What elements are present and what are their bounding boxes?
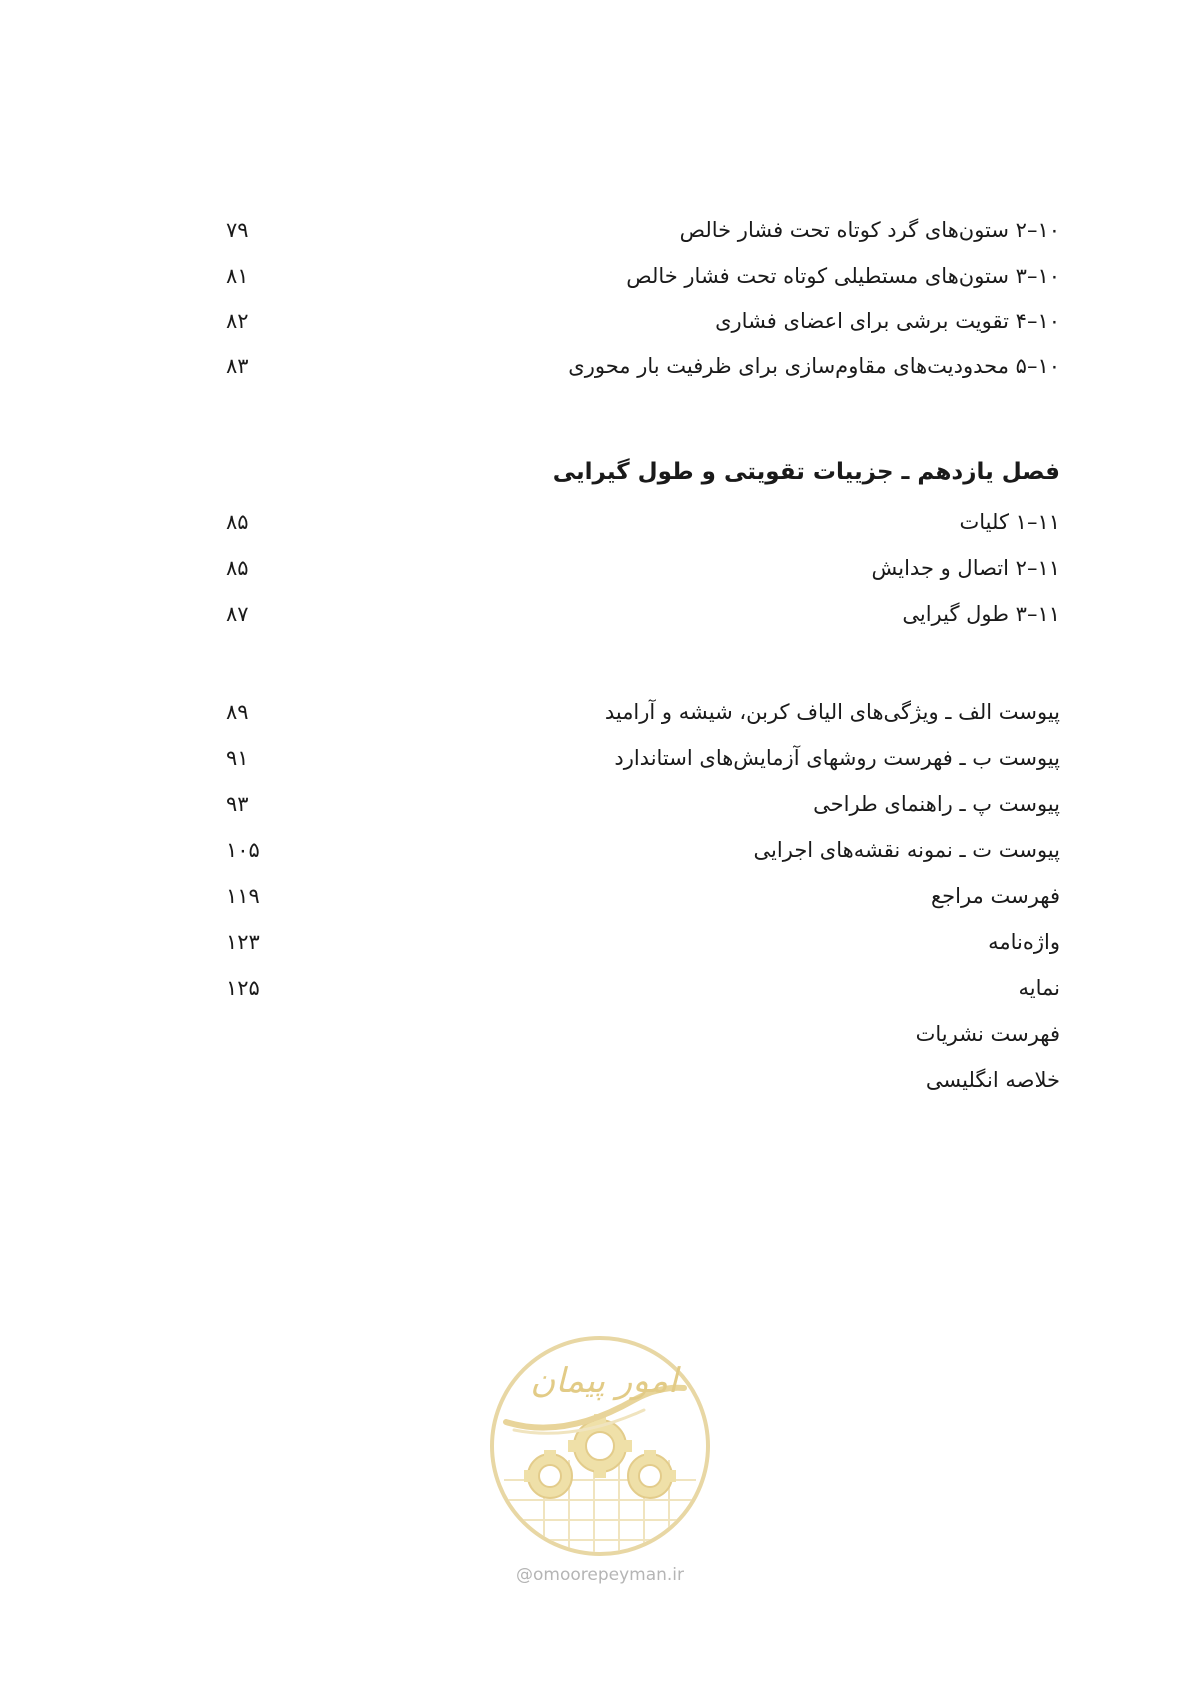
toc-entry-title: ۱۰–۲ ستون‌های گرد کوتاه تحت فشار خالص [679,218,1060,242]
toc-entry-page: ۸۵ [226,510,249,534]
toc-entry-page: ۸۳ [226,354,249,378]
toc-entry-title: فهرست مراجع [930,884,1060,908]
toc-entry-page: ۱۲۳ [226,930,260,954]
toc-entry[interactable] [200,830,1060,870]
toc-entry[interactable] [200,968,1060,1008]
toc-entry[interactable] [200,738,1060,778]
toc-entry-page: ۷۹ [226,218,249,242]
toc-entry[interactable] [200,346,1060,386]
toc-entry-title: پیوست ب ـ فهرست روشهای آزمایش‌های استاندارد [614,746,1060,770]
toc-entry-title: پیوست پ ـ راهنمای طراحی [813,792,1060,816]
toc-entry[interactable] [200,256,1060,296]
toc-entry[interactable] [200,594,1060,634]
toc-entry-title: ۱۰–۴ تقویت برشی برای اعضای فشاری [715,309,1060,333]
toc-entry[interactable] [200,1014,1060,1054]
toc-entry-page: ۸۵ [226,556,249,580]
toc-entry[interactable] [200,301,1060,341]
toc-entry-page: ۱۲۵ [226,976,260,1000]
toc-entry-page: ۸۹ [226,700,249,724]
toc-entry-page: ۱۱۹ [226,884,260,908]
toc-entry[interactable] [200,502,1060,542]
toc-entry[interactable] [200,784,1060,824]
toc-entry[interactable] [200,548,1060,588]
toc-entry-title: واژه‌نامه [988,930,1060,954]
toc-entry-page: ۹۳ [226,792,249,816]
chapter-heading: فصل یازدهم ـ جزییات تقویتی و طول گیرایی [552,459,1060,485]
toc-entry-title: ۱۱–۲ اتصال و جدایش [871,556,1060,580]
svg-text:امور پیمان: امور پیمان [530,1361,678,1401]
watermark-caption: @omoorepeyman.ir [515,1565,685,1585]
toc-entry[interactable] [200,922,1060,962]
watermark-logo [484,1330,716,1562]
toc-entry-title: ۱۰–۵ محدودیت‌های مقاوم‌سازی برای ظرفیت بار محوری [568,354,1060,378]
toc-entry-title: پیوست الف ـ ویژگی‌های الیاف کربن، شیشه و آرامید [604,700,1060,724]
toc-entry-title: نمایه [1018,976,1060,1000]
toc-entry-page: ۹۱ [226,746,249,770]
toc-entry-page: ۸۲ [226,309,249,333]
toc-entry-title: ۱۰–۳ ستون‌های مستطیلی کوتاه تحت فشار خالص [626,264,1060,288]
toc-entry-page: ۱۰۵ [226,838,260,862]
toc-entry-title: فهرست نشریات [915,1022,1060,1046]
toc-entry[interactable] [200,692,1060,732]
toc-entry-title: ۱۱–۳ طول گیرایی [902,602,1060,626]
toc-entry-title: خلاصه انگلیسی [925,1068,1060,1092]
watermark-logo-icon [484,1330,716,1562]
toc-entry[interactable] [200,210,1060,250]
toc-entry-title: پیوست ت ـ نمونه نقشه‌های اجرایی [753,838,1060,862]
toc-entry-page: ۸۷ [226,602,249,626]
toc-entry-title: ۱۱–۱ کلیات [959,510,1060,534]
toc-entry[interactable] [200,1060,1060,1100]
toc-entry[interactable] [200,876,1060,916]
toc-entry-page: ۸۱ [226,264,249,288]
